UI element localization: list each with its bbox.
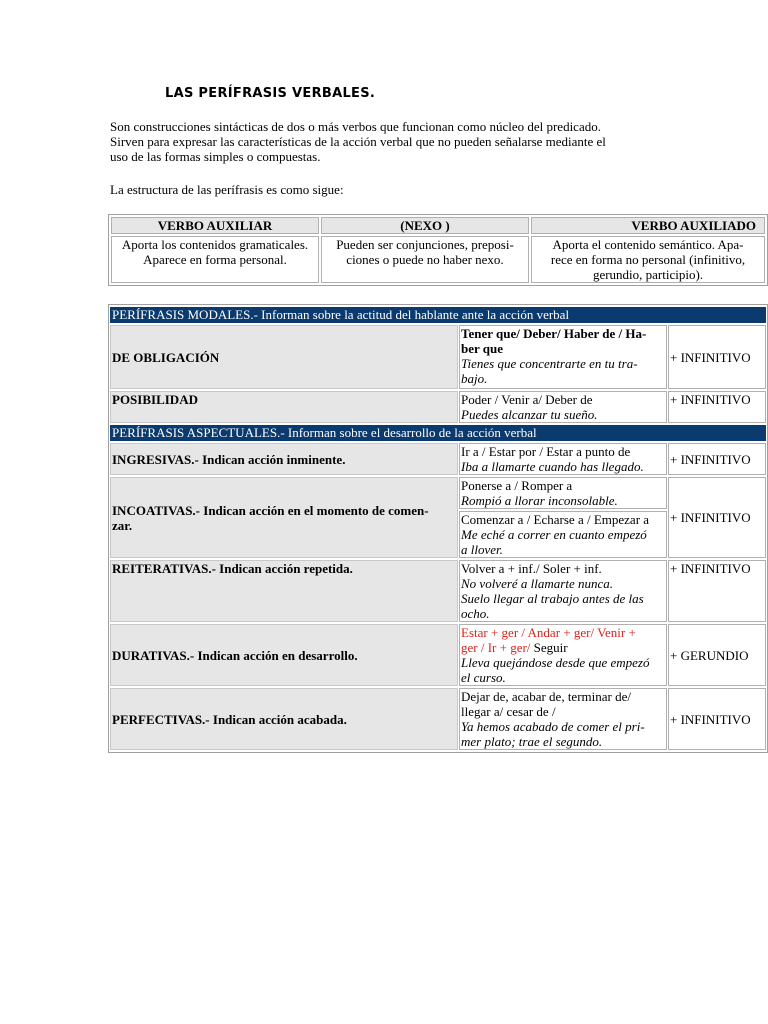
category-posibilidad: POSIBILIDAD (110, 391, 458, 423)
example-line: No volveré a llamarte nunca. (461, 576, 613, 591)
verbs-cell (459, 688, 667, 750)
table-header-row (111, 217, 765, 234)
verb-line: Ir a / Estar por / Estar a punto de (461, 444, 631, 459)
page-title: LAS PERÍFRASIS VERBALES. (165, 86, 376, 101)
header-nexo: (NEXO ) (321, 217, 529, 234)
example-line: Tienes que concentrarte en tu tra- (461, 356, 638, 371)
cell-line: Pueden ser conjunciones, preposi- (336, 237, 514, 252)
category-reiterativas: REITERATIVAS.- Indican acción repetida. (110, 560, 458, 622)
category-incoativas (110, 477, 458, 558)
table-row (110, 325, 766, 389)
verbs-cell (459, 391, 667, 423)
section-header-row (110, 307, 766, 323)
example-line: el curso. (461, 670, 506, 685)
table-row (110, 624, 766, 686)
verb-line: Poder / Venir a/ Deber de (461, 392, 593, 407)
cell-line: gerundio, participio). (592, 267, 704, 282)
category-line: zar. (112, 517, 133, 533)
verb-line (461, 640, 665, 655)
verbs-cell (459, 477, 667, 509)
result-cell: + INFINITIVO (668, 477, 766, 558)
result-cell: + INFINITIVO (668, 688, 766, 750)
verbs-cell (459, 511, 667, 558)
example-line: Puedes alcanzar tu sueño. (461, 407, 598, 422)
category-durativas: DURATIVAS.- Indican acción en desarrollo. (110, 624, 458, 686)
category-perfectivas: PERFECTIVAS.- Indican acción acabada. (110, 688, 458, 750)
example-line: bajo. (461, 371, 488, 386)
cell-auxiliar (111, 236, 319, 283)
result-cell: + INFINITIVO (668, 391, 766, 423)
intro-line: uso de las formas simples o compuestas. (110, 149, 321, 164)
structure-text: La estructura de las perífrasis es como sigue: (110, 182, 344, 197)
periphrasis-table (108, 304, 768, 753)
category-line: INCOATIVAS.- Indican acción en el momento de comen- (112, 502, 429, 518)
cell-line: Aparece en forma personal. (143, 252, 287, 267)
aspectuales-header: PERÍFRASIS ASPECTUALES.- Informan sobre el desarrollo de la acción verbal (110, 425, 766, 441)
cell-line: rece en forma no personal (infinitivo, (550, 252, 746, 267)
table-row (110, 688, 766, 750)
verb-line: Comenzar a / Echarse a / Empezar a (461, 512, 650, 527)
verb-line: Ponerse a / Romper a (461, 478, 573, 493)
intro-line: Sirven para expresar las características de la acción verbal que no pueden señalarse mediante el (110, 134, 606, 149)
cell-line: Aporta el contenido semántico. Apa- (552, 237, 744, 252)
result-cell: + GERUNDIO (668, 624, 766, 686)
example-line: Ya hemos acabado de comer el pri- (461, 719, 645, 734)
category-ingresivas: INGRESIVAS.- Indican acción inminente. (110, 443, 458, 475)
cell-nexo (321, 236, 529, 283)
table-row (110, 477, 766, 509)
verb-line (461, 625, 665, 640)
structure-table (108, 214, 768, 286)
category-obligacion: DE OBLIGACIÓN (110, 325, 458, 389)
example-line: a llover. (461, 542, 503, 557)
table-row (110, 560, 766, 622)
example-line: ocho. (461, 606, 490, 621)
example-line: Lleva quejándose desde que empezó (461, 655, 650, 670)
verb-line: ber que (461, 341, 504, 356)
example-line: mer plato; trae el segundo. (461, 734, 603, 749)
example-line: Iba a llamarte cuando has llegado. (461, 459, 644, 474)
verb-line: llegar a/ cesar de / (461, 704, 556, 719)
example-line: Me eché a correr en cuanto empezó (461, 527, 647, 542)
result-cell: + INFINITIVO (668, 325, 766, 389)
example-line: Rompió a llorar inconsolable. (461, 493, 618, 508)
cell-line: Aporta los contenidos gramaticales. (121, 237, 309, 252)
verbs-cell (459, 560, 667, 622)
intro-line: Son construcciones sintácticas de dos o más verbos que funcionan como núcleo del predicado. (110, 119, 601, 134)
cell-line: ciones o puede no haber nexo. (346, 252, 504, 267)
result-cell: + INFINITIVO (668, 443, 766, 475)
example-line: Suelo llegar al trabajo antes de las (461, 591, 644, 606)
header-verbo-auxiliado: VERBO AUXILIADO (531, 217, 765, 234)
section-header-row (110, 425, 766, 441)
result-cell: + INFINITIVO (668, 560, 766, 622)
header-verbo-auxiliar: VERBO AUXILIAR (111, 217, 319, 234)
verb-line: Tener que/ Deber/ Haber de / Ha- (461, 326, 647, 341)
verbs-cell (459, 325, 667, 389)
verbs-cell (459, 624, 667, 686)
table-row (110, 443, 766, 475)
table-row (110, 391, 766, 423)
red-verbs: Estar + ger / Andar + ger/ Venir + (461, 625, 636, 640)
verb-line: Volver a + inf./ Soler + inf. (461, 561, 602, 576)
verbs-cell (459, 443, 667, 475)
verb-line: Dejar de, acabar de, terminar de/ (461, 689, 631, 704)
red-verbs: ger / Ir + ger/ (461, 640, 531, 655)
intro-paragraph (110, 119, 670, 164)
verb-tail: Seguir (530, 640, 568, 655)
modales-header: PERÍFRASIS MODALES.- Informan sobre la actitud del hablante ante la acción verbal (110, 307, 766, 323)
cell-auxiliado (531, 236, 765, 283)
table-row (111, 236, 765, 283)
